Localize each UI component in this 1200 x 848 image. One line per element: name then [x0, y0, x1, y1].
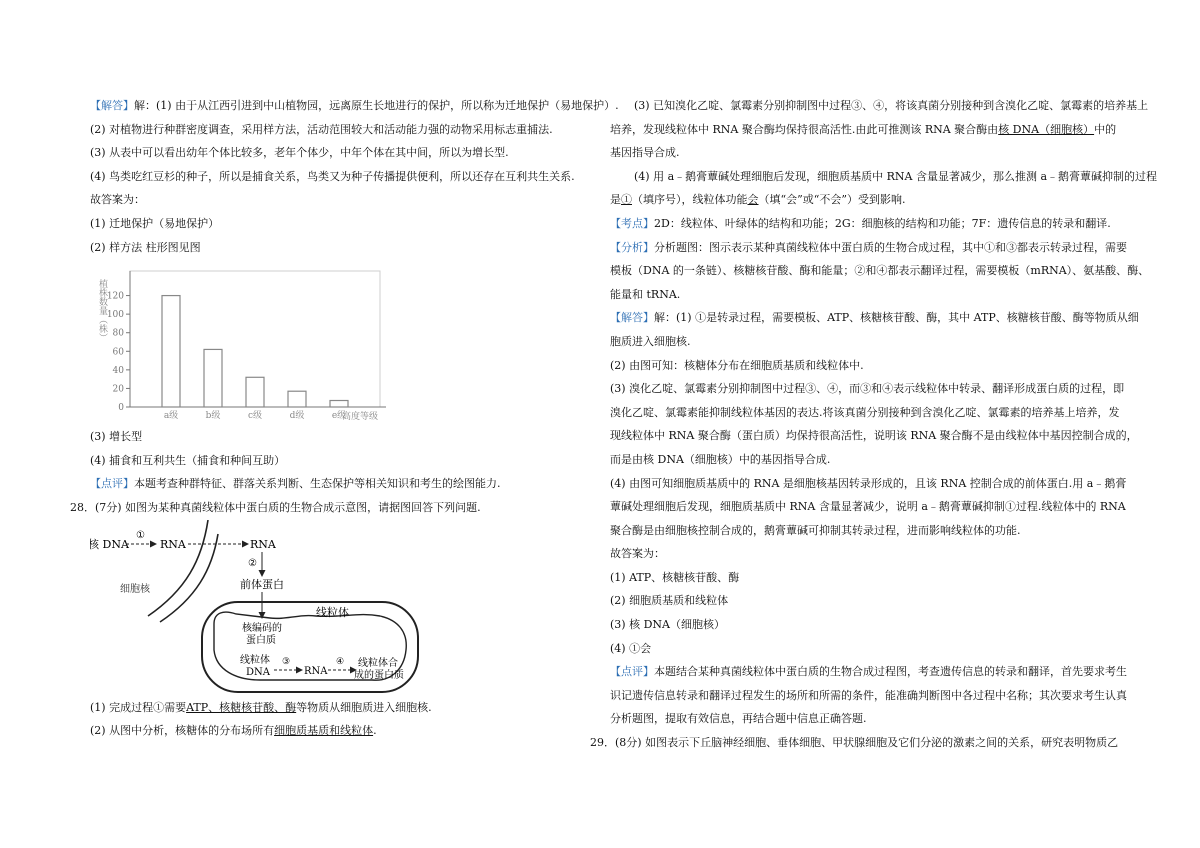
q4-answer-1: ①: [621, 193, 632, 207]
nuclear-encoded-l2: 蛋白质: [246, 634, 276, 646]
comment-right-tag: 【点评】: [610, 665, 654, 679]
q4-line-2: 是①（填序号），线粒体功能会（填“会”或“不会”）受到影响.: [610, 193, 906, 207]
analysis-tag: 【分析】: [610, 240, 654, 254]
fill-title: 故答案为：: [90, 193, 145, 207]
step2-label: ②: [248, 557, 257, 569]
mito-synth-l2: 成的蛋白质: [354, 669, 404, 681]
rna1-label: RNA: [160, 537, 186, 551]
nuclear-encoded-l1: 核编码的: [242, 622, 282, 634]
bar-chart-figure: [90, 259, 595, 425]
knowledge-points: 【考点】2D：线粒体、叶绿体的结构和功能；2G：细胞核的结构和功能；7F：遗传信息的转录和翻译.: [610, 216, 1111, 230]
y-tick-label: 0: [118, 403, 124, 414]
fill-right-2: (2) 细胞质基质和线粒体: [610, 594, 729, 608]
x-axis-label: 高度等级: [341, 412, 378, 423]
comment-right-1: 【点评】本题结合某种真菌线粒体中蛋白质的生物合成过程图，考查遗传信息的转录和翻译，首先要求考生: [610, 665, 1127, 679]
solution-line-5: 溴化乙啶、氯霉素能抑制线粒体基因的表达.将该真菌分别接种到含溴化乙啶、氯霉素的培养基上培养，发: [610, 405, 1120, 419]
right-column: [590, 94, 1158, 755]
q28-sub1: (1) 完成过程①需要ATP、核糖核苷酸、酶等物质从细胞质进入细胞核.: [90, 700, 432, 714]
answer-tag: 【解答】: [90, 99, 134, 112]
q28-sub2-answer: 细胞质基质和线粒体: [274, 724, 374, 738]
mitochondrion-label: 线粒体: [316, 605, 349, 619]
step4-label: ④: [336, 656, 345, 667]
q28-title: 28．(7分) 如图为某种真菌线粒体中蛋白质的生物合成示意图，请据图回答下列问题.: [70, 500, 481, 514]
mito-diagram-svg: [90, 520, 450, 696]
solution-line-7: 而是由核 DNA（细胞核）中的基因指导合成.: [610, 452, 831, 466]
bar: [204, 350, 222, 408]
step3-label: ③: [282, 656, 291, 667]
analysis-line-2: 模板（DNA 的一条链）、核糖核苷酸、酶和能量；②和④都表示翻译过程，需要模板（mRNA）、氨基酸、酶、: [610, 264, 1150, 278]
comment-line: 【点评】本题考查种群特征、群落关系判断、生态保护等相关知识和考生的绘图能力.: [90, 477, 501, 491]
q3-answer: 核 DNA（细胞核）: [998, 122, 1095, 136]
fill-1: (1) 迁地保护（易地保护）: [90, 216, 220, 230]
fill-right-3: (3) 核 DNA（细胞核）: [610, 618, 725, 632]
solution-line-8: (4) 由图可知细胞质基质中的 RNA 是细胞核基因转录形成的，且该 RNA 控制合成的前体蛋白.用 a﹣鹅膏: [610, 476, 1127, 490]
q29-title: 29．(8分) 如图表示下丘脑神经细胞、垂体细胞、甲状腺细胞及它们分泌的激素之间的关系，研究表明物质乙: [590, 736, 1119, 750]
solution-line-6: 现线粒体中 RNA 聚合酶（蛋白质）均保持很高活性，说明该 RNA 聚合酶不是由线粒体中基因控制合成的，: [610, 429, 1138, 443]
rna3-label: RNA: [304, 665, 328, 677]
q3-line-2: 培养，发现线粒体中 RNA 聚合酶均保持很高活性.由此可推测该 RNA 聚合酶由核 DNA（细胞核）中的: [610, 122, 1117, 136]
nucleus-label: 细胞核: [120, 583, 150, 595]
solution-line-10: 聚合酶是由细胞核控制合成的，鹅膏蕈碱可抑制其转录过程，进而影响线粒体的功能.: [610, 523, 1021, 537]
q3-line-1: (3) 已知溴化乙啶、氯霉素分别抑制图中过程③、④，将该真菌分别接种到含溴化乙啶、氯霉素的培养基上: [634, 99, 1149, 112]
q4-answer-2: 会: [747, 193, 759, 207]
bar: [288, 391, 306, 407]
analysis-line-1: 【分析】分析题图：图示表示某种真菌线粒体中蛋白质的生物合成过程，其中①和③都表示转录过程，需要: [610, 240, 1127, 254]
y-tick-label: 120: [106, 291, 124, 302]
q28-sub1-answer: ATP、核糖核苷酸、酶: [186, 700, 297, 714]
solution-line-3: (2) 由图可知：核糖体分布在细胞质基质和线粒体中.: [610, 358, 864, 372]
fill-3: (3) 增长型: [90, 430, 143, 444]
x-tick-label: a级: [163, 411, 179, 422]
mito-dna-l1: 线粒体: [240, 654, 270, 666]
x-tick-label: b级: [205, 411, 221, 422]
solution-line-4: (3) 溴化乙啶、氯霉素分别抑制图中过程③、④，而③和④表示线粒体中转录、翻译形成蛋白质的过程，即: [610, 382, 1125, 396]
comment-right-2: 识记遗传信息转录和翻译过程发生的场所和所需的条件，能准确判断图中各过程中名称；其次要求考生认真: [610, 688, 1127, 702]
fill-right-1: (1) ATP、核糖核苷酸、酶: [610, 570, 740, 584]
answer-line-1: 【解答】解：(1) 由于从江西引进到中山植物园，远离原生长地进行的保护，所以称为迁地保护（易地保护）.: [90, 99, 619, 112]
y-axis-label: 植株数量（株）: [97, 279, 107, 343]
comment-right-3: 分析题图，提取有效信息，再结合题中信息正确答题.: [610, 712, 867, 726]
bar: [330, 401, 348, 408]
q4-line-1: (4) 用 a﹣鹅膏蕈碱处理细胞后发现，细胞质基质中 RNA 含量显著减少，那么推测 a﹣鹅膏蕈碱抑制的过程: [634, 169, 1158, 183]
analysis-line-3: 能量和 tRNA.: [610, 287, 681, 301]
mito-synth-l1: 线粒体合: [358, 657, 398, 669]
fill-2: (2) 样方法 柱形图见图: [90, 240, 201, 254]
fill-title-right: 故答案为：: [610, 547, 665, 561]
fill-right-4: (4) ①会: [610, 641, 652, 655]
y-tick-label: 40: [112, 366, 124, 377]
answer-line-3: (3) 从表中可以看出幼年个体比较多，老年个体少，中年个体在其中间，所以为增长型.: [90, 146, 509, 160]
mito-diagram: [90, 520, 595, 696]
answer-line-2: (2) 对植物进行种群密度调查，采用样方法，活动范围较大和活动能力强的动物采用标志重捕法.: [90, 122, 553, 136]
bar: [246, 377, 264, 407]
q3-line-3: 基因指导合成.: [610, 146, 680, 160]
x-tick-label: c级: [247, 411, 263, 422]
x-tick-label: e级: [331, 411, 347, 422]
left-column: [70, 94, 619, 743]
y-tick-label: 60: [112, 347, 124, 358]
solution-line-9: 蕈碱处理细胞后发现，细胞质基质中 RNA 含量显著减少，说明 a﹣鹅膏蕈碱抑制①过程.线粒体中的 RNA: [610, 500, 1126, 514]
mito-dna-l2: DNA: [246, 666, 270, 678]
precursor-protein-label: 前体蛋白: [240, 577, 284, 591]
bar: [162, 296, 180, 407]
bar-chart: [90, 259, 390, 425]
q28-sub2: (2) 从图中分析，核糖体的分布场所有细胞质基质和线粒体.: [90, 724, 377, 738]
step1-label: ①: [136, 529, 145, 541]
solution-line-2: 胞质进入细胞核.: [610, 334, 691, 348]
nuclear-envelope-outer: [148, 520, 208, 616]
nuclear-dna-label: 核 DNA: [90, 537, 129, 551]
comment-tag: 【点评】: [90, 477, 134, 491]
y-tick-label: 20: [112, 384, 124, 395]
kp-tag: 【考点】: [610, 216, 654, 230]
solution-line-1: 【解答】解：(1) ①是转录过程，需要模板、ATP、核糖核苷酸、酶，其中 ATP、核糖核苷酸、酶等物质从细: [610, 311, 1139, 325]
solution-tag: 【解答】: [610, 311, 654, 325]
rna2-label: RNA: [250, 537, 276, 551]
fill-4: (4) 捕食和互利共生（捕食和种间互助）: [90, 453, 286, 467]
y-tick-label: 80: [112, 328, 124, 339]
y-tick-label: 100: [106, 310, 124, 321]
answer-line-4: (4) 鸟类吃红豆杉的种子，所以是捕食关系，鸟类又为种子传播提供便利，所以还存在互利共生关系.: [90, 169, 575, 183]
x-tick-label: d级: [289, 411, 305, 422]
